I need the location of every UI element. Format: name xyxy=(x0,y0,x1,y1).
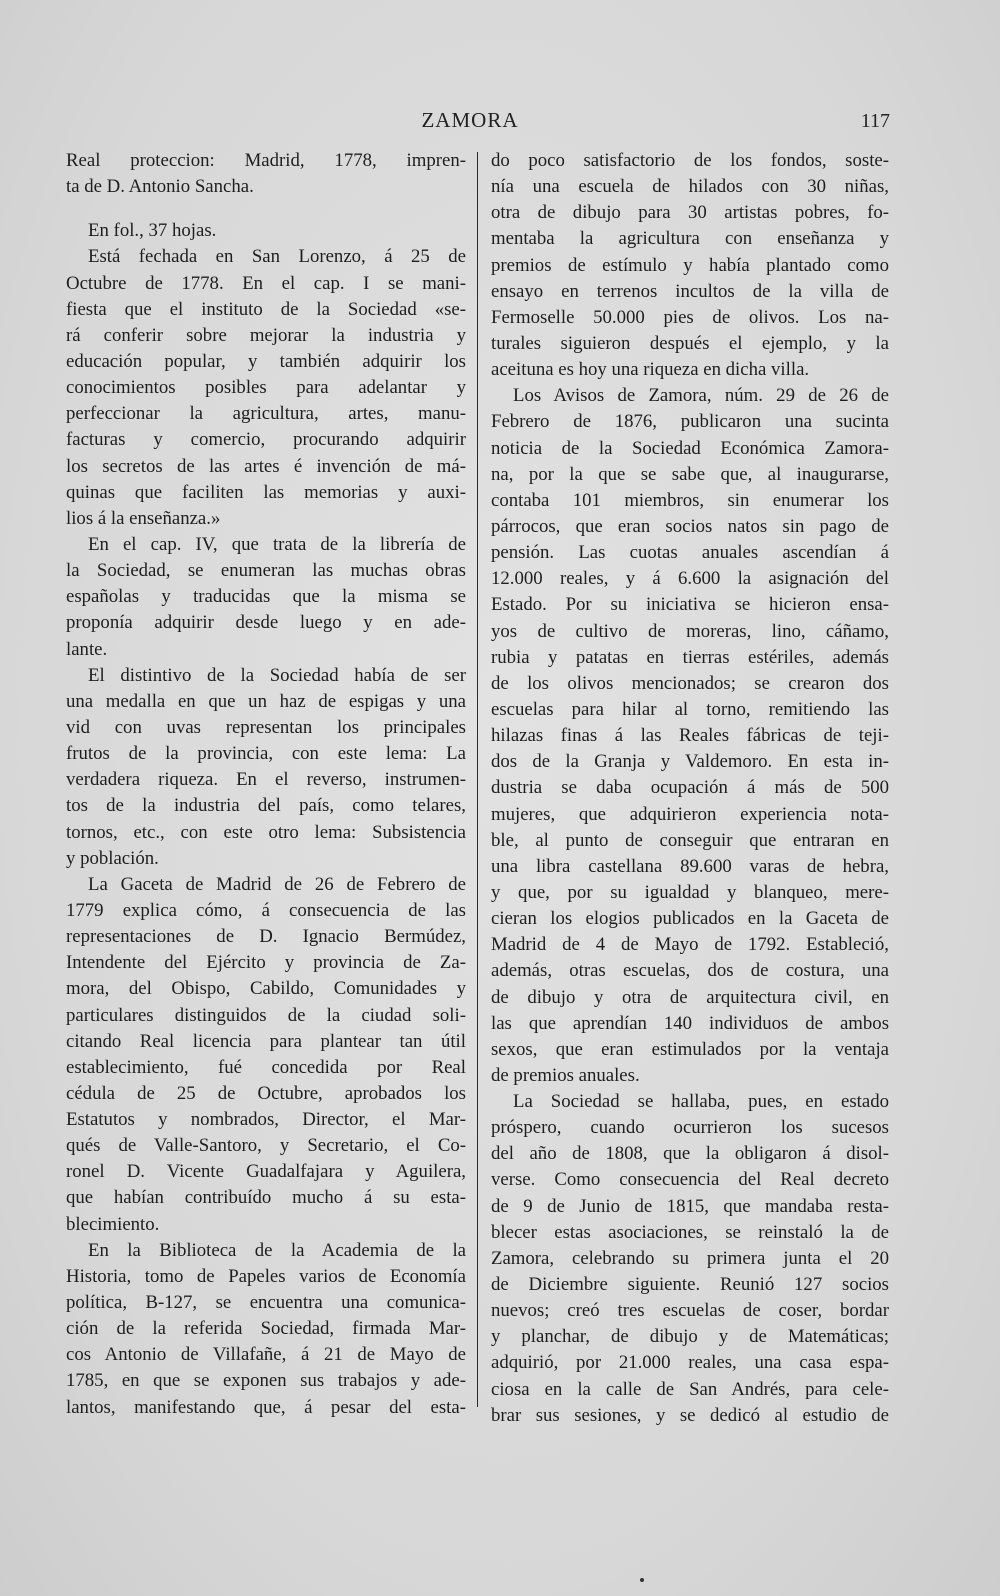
text-line: la Sociedad, se enumeran las muchas obras xyxy=(66,560,466,582)
text-line: lantos, manifestando que, á pesar del esta- xyxy=(66,1396,466,1418)
text-line: citando Real licencia para plantear tan útil xyxy=(66,1030,466,1052)
text-line: Los Avisos de Zamora, núm. 29 de 26 de xyxy=(513,385,889,407)
text-line: que habían contribuído mucho á su esta- xyxy=(66,1187,466,1209)
text-line: las que aprendían 140 individuos de ambos xyxy=(491,1012,889,1034)
text-line: En fol., 37 hojas. xyxy=(88,220,217,242)
text-line: tos de la industria del país, como telares, xyxy=(66,795,466,817)
text-line: brar sus sesiones, y se dedicó al estudio de xyxy=(491,1404,889,1426)
text-line: de dibujo y otra de arquitectura civil, en xyxy=(491,986,889,1008)
text-line: Zamora, celebrando su primera junta el 20 xyxy=(491,1247,889,1269)
text-line: lios á la enseñanza.» xyxy=(66,507,221,529)
text-line: perfeccionar la agricultura, artes, manu- xyxy=(66,403,466,425)
text-line: Febrero de 1876, publicaron una sucinta xyxy=(491,411,889,433)
text-line: verse. Como consecuencia del Real decreto xyxy=(491,1169,889,1191)
text-line: rá conferir sobre mejorar la industria y xyxy=(66,324,466,346)
text-line: establecimiento, fué concedida por Real xyxy=(66,1056,466,1078)
text-line: una libra castellana 89.600 varas de hebra, xyxy=(491,855,889,877)
left-text-column xyxy=(66,148,466,1421)
text-line: lante. xyxy=(66,638,108,660)
text-line: hilazas finas á las Reales fábricas de teji- xyxy=(491,725,889,747)
text-line: En el cap. IV, que trata de la librería de xyxy=(88,533,466,555)
text-line: ronel D. Vicente Guadalfajara y Aguilera, xyxy=(66,1161,466,1183)
text-line: El distintivo de la Sociedad había de ser xyxy=(88,664,466,686)
text-line: vid con uvas representan los principales xyxy=(66,716,466,738)
text-line: y población. xyxy=(66,847,159,869)
text-line: na, por la que se sabe que, al inaugurarse, xyxy=(491,463,889,485)
text-line: ta de D. Antonio Sancha. xyxy=(66,176,254,198)
text-line: tornos, etc., con este otro lema: Subsistencia xyxy=(66,821,466,843)
text-line: de Diciembre siguiente. Reunió 127 socios xyxy=(491,1274,889,1296)
text-line: Está fechada en San Lorenzo, á 25 de xyxy=(88,246,466,268)
text-line: representaciones de D. Ignacio Bermúdez, xyxy=(66,926,466,948)
text-line: blecer estas asociaciones, se reinstaló la de xyxy=(491,1221,889,1243)
text-line: mora, del Obispo, Cabildo, Comunidades y xyxy=(66,978,466,1000)
text-line: dustria se daba ocupación á más de 500 xyxy=(491,777,889,799)
text-line: españolas y traducidas que la misma se xyxy=(66,586,466,608)
text-line: cos Antonio de Villafañe, á 21 de Mayo de xyxy=(66,1344,466,1366)
text-line: blecimiento. xyxy=(66,1213,160,1235)
text-line: de los olivos mencionados; se crearon dos xyxy=(491,672,889,694)
text-line: mujeres, que adquirieron experiencia nota- xyxy=(491,803,889,825)
text-line: Madrid de 4 de Mayo de 1792. Estableció, xyxy=(491,934,889,956)
text-line: En la Biblioteca de la Academia de la xyxy=(88,1239,466,1261)
text-line: proponía adquirir desde luego y en ade- xyxy=(66,612,466,634)
text-line: sexos, que eran estimulados por la ventaja xyxy=(491,1038,889,1060)
text-line: política, B-127, se encuentra una comunica- xyxy=(66,1292,466,1314)
text-line: frutos de la provincia, con este lema: La xyxy=(66,743,466,765)
text-line: contaba 101 miembros, sin enumerar los xyxy=(491,489,889,511)
text-line: ciosa en la calle de San Andrés, para cele- xyxy=(491,1378,889,1400)
text-line: 12.000 reales, y á 6.600 la asignación del xyxy=(491,568,889,590)
text-line: verdadera riqueza. En el reverso, instrumen- xyxy=(66,769,466,791)
text-line: ensayo en terrenos incultos de la villa de xyxy=(491,280,889,302)
text-line: 1785, en que se exponen sus trabajos y ade- xyxy=(66,1370,466,1392)
text-line: ción de la referida Sociedad, firmada Mar- xyxy=(66,1318,466,1340)
text-line: qués de Valle-Santoro, y Secretario, el Co- xyxy=(66,1135,466,1157)
text-line: yos de cultivo de moreras, lino, cáñamo, xyxy=(491,620,889,642)
text-line: cieran los elogios publicados en la Gaceta de xyxy=(491,908,889,930)
text-line: de 9 de Junio de 1815, que mandaba resta- xyxy=(491,1195,889,1217)
text-line: Estado. Por su iniciativa se hicieron ensa- xyxy=(491,594,889,616)
text-line: próspero, cuando ocurrieron los sucesos xyxy=(491,1117,889,1139)
text-line: facturas y comercio, procurando adquirir xyxy=(66,429,466,451)
text-line: los secretos de las artes é invención de má- xyxy=(66,455,466,477)
text-line: noticia de la Sociedad Económica Zamora- xyxy=(491,437,889,459)
text-line: turales siguieron después el ejemplo, y la xyxy=(491,332,889,354)
page-number: 117 xyxy=(860,110,890,132)
text-line: mentaba la agricultura con enseñanza y xyxy=(491,228,889,250)
text-line: La Sociedad se hallaba, pues, en estado xyxy=(513,1091,889,1113)
text-line: escuelas para hilar al torno, remitiendo las xyxy=(491,698,889,720)
text-line: particulares distinguidos de la ciudad soli- xyxy=(66,1004,466,1026)
text-line: una medalla en que un haz de espigas y una xyxy=(66,690,466,712)
text-line: nuevos; creó tres escuelas de coser, bordar xyxy=(491,1300,889,1322)
text-line: dos de la Granja y Valdemoro. En esta in- xyxy=(491,751,889,773)
text-line: aceituna es hoy una riqueza en dicha villa. xyxy=(491,359,810,381)
text-line: Real proteccion: Madrid, 1778, impren- xyxy=(66,150,466,171)
text-line: conocimientos posibles para adelantar y xyxy=(66,377,466,399)
text-line: y planchar, de dibujo y de Matemáticas; xyxy=(491,1326,889,1348)
text-line: nía una escuela de hilados con 30 niñas, xyxy=(491,176,889,198)
text-line: del año de 1808, que la obligaron á disol- xyxy=(491,1143,889,1165)
text-line: además, otras escuelas, dos de costura, una xyxy=(491,960,889,982)
text-line: pensión. Las cuotas anuales ascendían á xyxy=(491,542,889,564)
text-line: educación popular, y también adquirir los xyxy=(66,350,466,372)
text-line: ble, al punto de conseguir que entraran en xyxy=(491,829,889,851)
text-line: Fermoselle 50.000 pies de olivos. Los na- xyxy=(491,306,889,328)
column-divider xyxy=(477,152,478,1407)
text-line: Historia, tomo de Papeles varios de Economía xyxy=(66,1265,466,1287)
right-text-column xyxy=(491,148,889,1429)
text-line: premios de estímulo y había plantado como xyxy=(491,254,889,276)
running-title: ZAMORA xyxy=(421,108,519,132)
text-line: cédula de 25 de Octubre, aprobados los xyxy=(66,1082,466,1104)
text-line: La Gaceta de Madrid de 26 de Febrero de xyxy=(88,873,466,895)
text-line: Estatutos y nombrados, Director, el Mar- xyxy=(66,1109,466,1131)
text-line: quinas que faciliten las memorias y auxi- xyxy=(66,481,466,503)
text-line: Octubre de 1778. En el cap. I se mani- xyxy=(66,272,466,294)
text-line: y que, por su igualdad y blanqueo, mere- xyxy=(491,881,889,903)
text-line: Intendente del Ejército y provincia de Za- xyxy=(66,952,466,974)
text-line: párrocos, que eran socios natos sin pago de xyxy=(491,515,889,537)
text-line: fiesta que el instituto de la Sociedad «se- xyxy=(66,298,466,320)
text-line: 1779 explica cómo, á consecuencia de las xyxy=(66,899,466,921)
text-line: do poco satisfactorio de los fondos, soste- xyxy=(491,150,889,171)
text-line: rubia y patatas en tierras estériles, además xyxy=(491,646,889,668)
text-line: otra de dibujo para 30 artistas pobres, fo- xyxy=(491,202,889,224)
ink-speck xyxy=(640,1578,644,1582)
text-line: de premios anuales. xyxy=(491,1064,640,1086)
text-line: adquirió, por 21.000 reales, una casa espa- xyxy=(491,1352,889,1374)
